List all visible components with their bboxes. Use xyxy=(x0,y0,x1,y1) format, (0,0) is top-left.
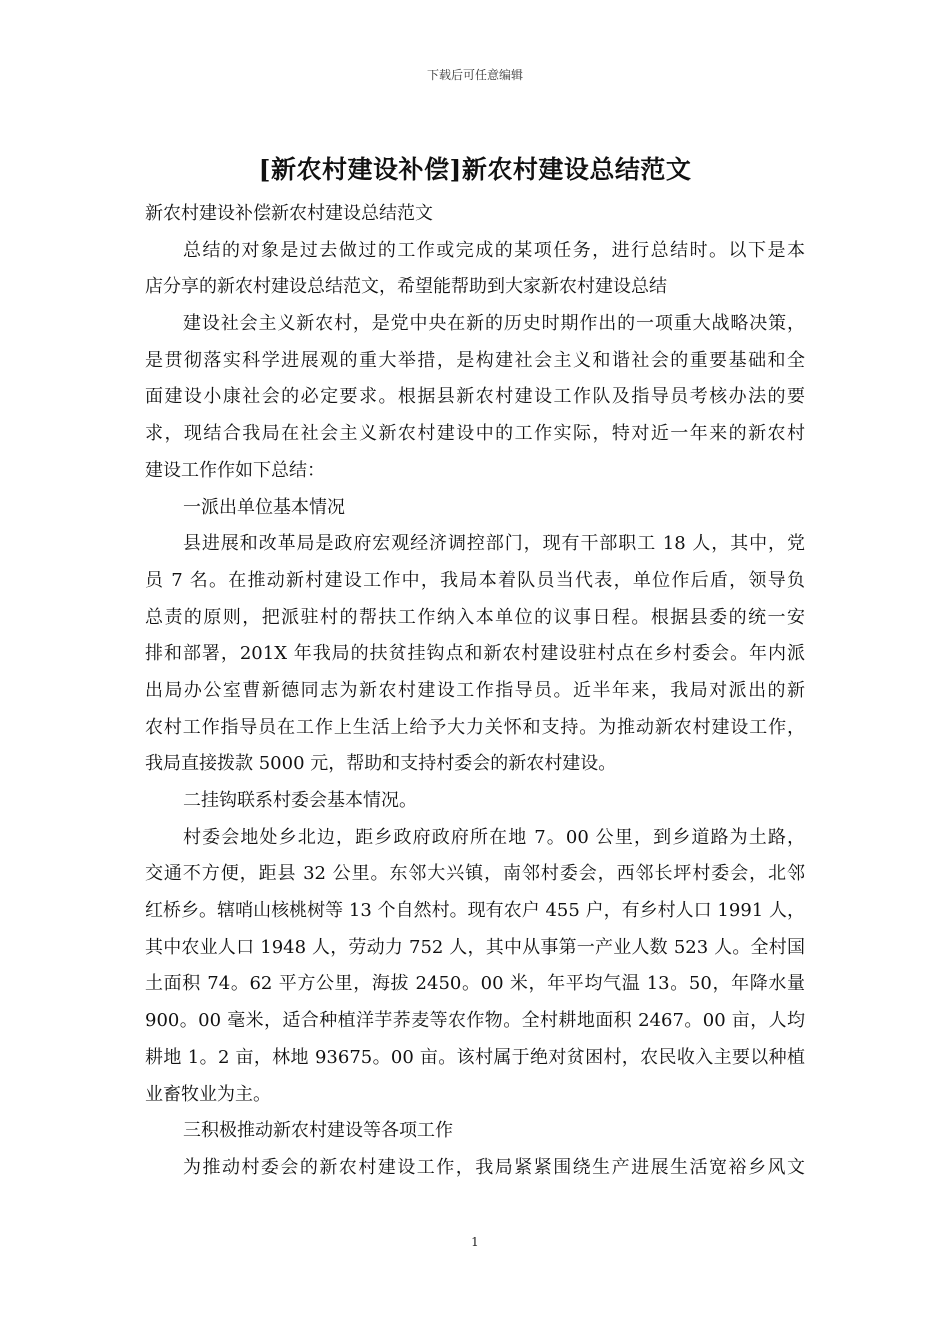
text-line: 二挂钩联系村委会基本情况。 xyxy=(183,790,417,811)
text-line: 是贯彻落实科学进展观的重大举措，是构建社会主义和谐社会的重要基础和全 xyxy=(145,349,805,371)
text-line: 为推动村委会的新农村建设工作，我局紧紧围绕生产进展生活宽裕乡风文 xyxy=(183,1156,805,1178)
text-line: 业畜牧业为主。 xyxy=(145,1083,271,1105)
document-title: [新农村建设补偿]新农村建设总结范文 xyxy=(258,155,692,184)
text-line: 土面积 74。62 平方公里，海拔 2450。00 米，年平均气温 13。50，年降水量 xyxy=(145,973,805,995)
text-line: 农村工作指导员在工作上生活上给予大力关怀和支持。为推动新农村建设工作， xyxy=(145,716,805,738)
text-line: 一派出单位基本情况 xyxy=(183,496,345,518)
document-body xyxy=(145,196,805,1187)
text-line: 建设工作作如下总结： xyxy=(145,459,325,481)
text-line: 三积极推动新农村建设等各项工作 xyxy=(183,1120,453,1142)
text-line: 总责的原则，把派驻村的帮扶工作纳入本单位的议事日程。根据县委的统一安 xyxy=(145,606,805,628)
text-line: 店分享的新农村建设总结范文，希望能帮助到大家新农村建设总结 xyxy=(145,276,667,298)
text-line: 员 7 名。在推动新村建设工作中，我局本着队员当代表，单位作后盾，领导负 xyxy=(145,569,805,591)
text-line: 耕地 1。2 亩，林地 93675。00 亩。该村属于绝对贫困村，农民收入主要以种植 xyxy=(145,1046,805,1068)
text-line: 我局直接拨款 5000 元，帮助和支持村委会的新农村建设。 xyxy=(145,753,617,775)
text-line: 面建设小康社会的必定要求。根据县新农村建设工作队及指导员考核办法的要 xyxy=(145,386,805,408)
text-line: 县进展和改革局是政府宏观经济调控部门，现有干部职工 18 人，其中，党 xyxy=(183,533,805,555)
header-note: 下载后可任意编辑 xyxy=(426,68,523,82)
text-line: 出局办公室曹新德同志为新农村建设工作指导员。近半年来，我局对派出的新 xyxy=(145,679,805,701)
text-line: 红桥乡。辖哨山核桃树等 13 个自然村。现有农户 455 户，有乡村人口 1991 人， xyxy=(145,900,805,922)
text-line: 排和部署，201X 年我局的扶贫挂钩点和新农村建设驻村点在乡村委会。年内派 xyxy=(145,643,805,665)
text-line: 交通不方便，距县 32 公里。东邻大兴镇，南邻村委会，西邻长坪村委会，北邻 xyxy=(145,863,805,885)
text-line: 其中农业人口 1948 人，劳动力 752 人，其中从事第一产业人数 523 人。全村国 xyxy=(145,936,805,958)
page-number: 1 xyxy=(471,1235,479,1249)
text-line: 新农村建设补偿新农村建设总结范文 xyxy=(145,203,433,224)
text-line: 村委会地处乡北边，距乡政府政府所在地 7。00 公里，到乡道路为土路， xyxy=(183,826,805,848)
text-line: 900。00 毫米，适合种植洋芋荞麦等农作物。全村耕地面积 2467。00 亩，人均 xyxy=(145,1010,805,1032)
text-line: 总结的对象是过去做过的工作或完成的某项任务，进行总结时。以下是本 xyxy=(183,239,805,261)
text-line: 建设社会主义新农村，是党中央在新的历史时期作出的一项重大战略决策， xyxy=(183,313,805,335)
text-line: 求，现结合我局在社会主义新农村建设中的工作实际，特对近一年来的新农村 xyxy=(145,423,805,445)
